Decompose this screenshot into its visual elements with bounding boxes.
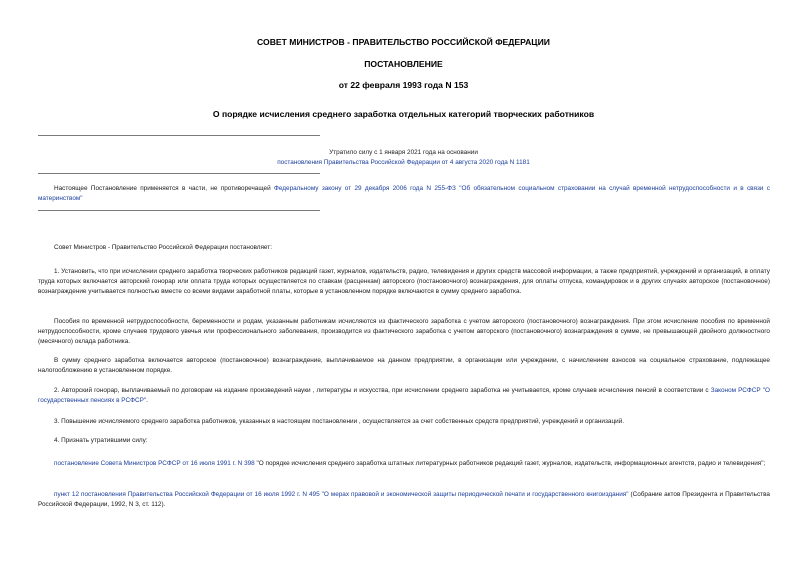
repealed-item-2 bbox=[38, 490, 770, 510]
repealed-resolution-495-link[interactable]: пункт 12 постановления Правительства Российской Федерации от 16 июля 1992 г. N 495 "О мерах правовой и экономической защиты периодической печати и государственного книгоиздания" bbox=[54, 491, 629, 498]
paragraph-1 bbox=[38, 267, 770, 297]
repealed-item-1 bbox=[38, 459, 770, 469]
status-note bbox=[0, 148, 807, 168]
divider bbox=[38, 135, 320, 136]
document-date-number: от 22 февраля 1993 года N 153 bbox=[338, 80, 469, 90]
status-note-link[interactable]: постановления Правительства Российской Федерации от 4 августа 2020 года N 1181 bbox=[277, 159, 530, 166]
paragraph-5 bbox=[38, 417, 770, 427]
document-type: ПОСТАНОВЛЕНИЕ bbox=[364, 59, 443, 69]
paragraph-4-end: . bbox=[146, 397, 148, 405]
paragraph-5-text: 3. Повышение исчисляемого среднего заработка работников, указанных в настоящем постановлении , осуществляется за счет собственных средств предприятий, учреждений и организаций. bbox=[54, 418, 625, 425]
paragraph-1-text: 1. Установить, что при исчислении среднего заработка творческих работников редакций газет, журналов, издательств, радио, телевидения и других средств массовой информации, а также предприятий, учреждений и организаций, в оплату труда которых включается авторский гонорар или оплата труда которых осуществляется по ставкам (расценкам) авторского (постановочного) вознаграждения, для оплаты отпуска, командировок и в других случаях авторское (постановочное) вознаграждение учитывается полностью вместе со всеми видами заработной платы, которые в установленном порядке включаются в сумму среднего заработка. bbox=[38, 268, 770, 296]
divider bbox=[38, 173, 320, 174]
repealed-resolution-398-link[interactable]: постановление Совета Министров РСФСР от 16 июля 1991 г. N 398 bbox=[54, 460, 255, 467]
federal-law-link[interactable]: Федеральному закону от 29 декабря 2006 года N 255-ФЗ "Об обязательном социальном страховании на случай временной нетрудоспособности и в связи с материнством" bbox=[38, 185, 770, 203]
paragraph-4 bbox=[38, 386, 770, 406]
intro-text: Совет Министров - Правительство Российской Федерации постановляет: bbox=[54, 244, 272, 251]
applicability-text: Настоящее Постановление применяется в части, не противоречащей bbox=[54, 185, 275, 192]
paragraph-6-text: 4. Признать утратившими силу: bbox=[54, 437, 148, 444]
status-note-text: Утратило силу с 1 января 2021 года на основании bbox=[329, 149, 478, 156]
paragraph-3 bbox=[38, 356, 770, 376]
intro-paragraph bbox=[38, 243, 770, 253]
paragraph-3-text: В сумму среднего заработка включается авторское (постановочное) вознаграждение, выплачиваемое на данном предприятии, в организации или учреждении, с начислением взносов на социальное страхование, подлежащее налогообложению в установленном порядке. bbox=[38, 357, 770, 375]
document-title: О порядке исчисления среднего заработка отдельных категорий творческих работников bbox=[212, 109, 595, 119]
repealed-item-2-text: (Собрание актов Президента и Правительства Российской Федерации, 1992, N 3, ст. 112). bbox=[38, 491, 770, 509]
divider bbox=[38, 210, 320, 211]
paragraph-4-text: 2. Авторский гонорар, выплачиваемый по договорам на издание произведений науки , литературы и искусства, при исчислении среднего заработка не учитывается, кроме случаев исчисления пенсий в соответствии с bbox=[54, 387, 711, 394]
repealed-item-1-text: "О порядке исчисления среднего заработка штатных литературных работников редакций газет, журналов, издательств, информационных агентств, радио и телевидения"; bbox=[254, 460, 766, 467]
issuing-authority: СОВЕТ МИНИСТРОВ - ПРАВИТЕЛЬСТВО РОССИЙСКОЙ ФЕДЕРАЦИИ bbox=[257, 37, 550, 47]
applicability-note bbox=[38, 184, 770, 204]
paragraph-6 bbox=[38, 436, 770, 446]
paragraph-2 bbox=[38, 317, 770, 347]
paragraph-2-text: Пособия по временной нетрудоспособности, беременности и родам, указанным работникам исчисляются из фактического заработка с учетом авторского (постановочного) вознаграждения. При этом исчисление пособия по временной нетрудоспособности, кроме случаев трудового увечья или профессионального заболевания, производится из фактического заработка с учетом авторского (постановочного) вознаграждения в сумме, не превышающей двойного должностного (месячного) оклада работника. bbox=[38, 318, 770, 346]
pension-law-link[interactable]: Законом РСФСР "О государственных пенсиях в РСФСР" bbox=[38, 387, 770, 405]
